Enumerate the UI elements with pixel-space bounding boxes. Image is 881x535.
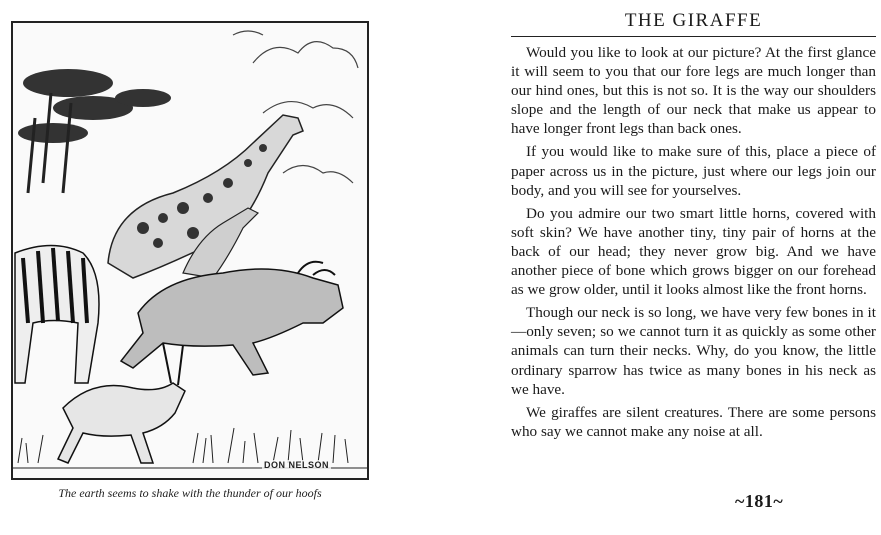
paragraph: Though our neck is so long, we have very few bones in it—only seven; so we cannot turn it as quickly as some other animals can turn their necks. Why, do you know, the little ordinary sparrow has twice as many bones in his neck as we have.: [511, 304, 876, 398]
paragraph: Would you like to look at our picture? At the first glance it will seem to you that our fore legs are much longer than our hind ones, but this is not so. It is the way our shoulders slope and the length of our neck that make us appear to have longer front legs than back ones.: [511, 44, 876, 138]
paragraph: Do you admire our two smart little horns, covered with soft skin? We have another tiny, tiny pair of horns at the back of our head; they never grow big. And we have another piece of bone which grows bigger on our forehead as we grow older, until it looks almost like the front horns.: [511, 204, 876, 299]
body-text: [511, 43, 876, 445]
paragraph: We giraffes are silent creatures. There are some persons who say we cannot make any noise at all.: [511, 403, 876, 440]
illustration-frame: [11, 21, 369, 480]
artist-signature: DON NELSON: [263, 460, 329, 470]
page-title: THE GIRAFFE: [624, 10, 763, 31]
page-number: ~181~: [735, 491, 784, 511]
illustration-caption: The earth seems to shake with the thunder of our hoofs: [58, 486, 322, 500]
animals-stampede-illustration: [13, 23, 367, 478]
paragraph: If you would like to make sure of this, place a piece of paper across us in the picture, just where our legs join our body, and you will see for yourselves.: [511, 143, 876, 199]
title-rule: [511, 36, 876, 37]
